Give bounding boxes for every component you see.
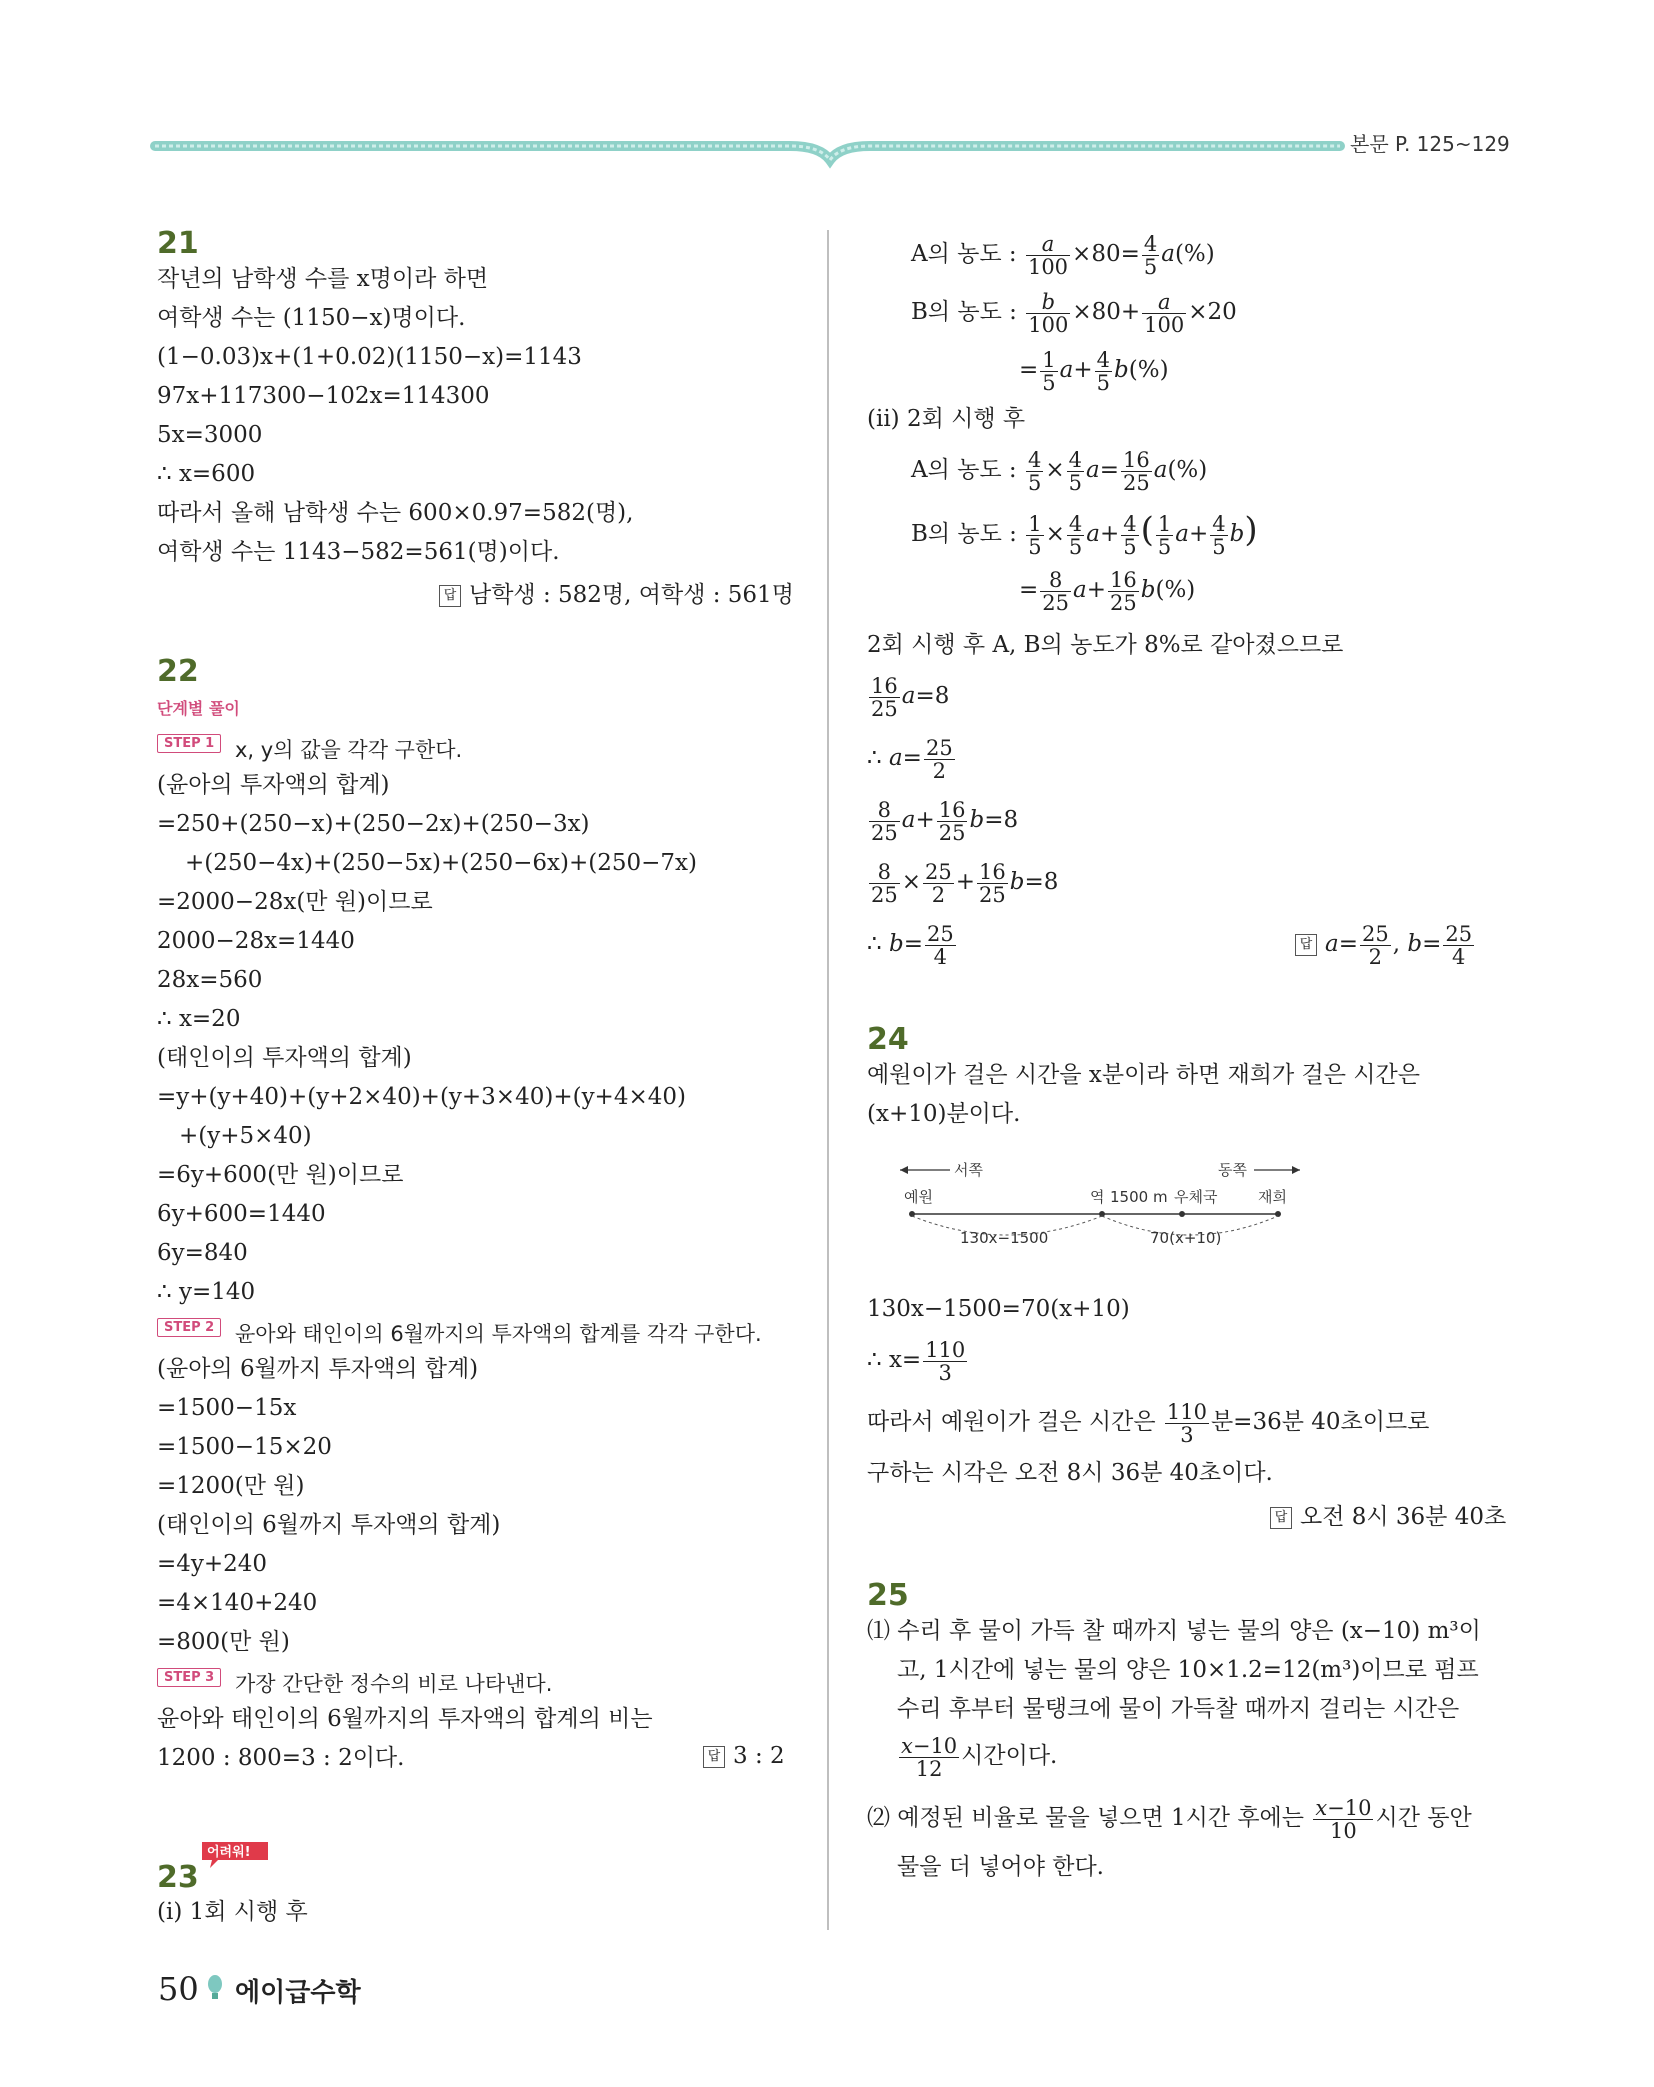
p24-answer-text: 오전 8시 36분 40초 — [1300, 1504, 1507, 1530]
right-expr-label: 70(x+10) — [1150, 1229, 1222, 1247]
p21-line-1: 작년의 남학생 수를 x명이라 하면 — [157, 266, 489, 292]
distance-label: 1500 m — [1110, 1188, 1168, 1206]
p24-answer — [1270, 1498, 1506, 1531]
p23-eq-5: ∴ b= $\frac{25}{4}$ — [867, 921, 954, 969]
p23-line-ii: (ii) 2회 시행 후 — [867, 406, 1026, 432]
answer-mark: 답 — [439, 585, 461, 607]
step-3-badge: STEP 3 — [157, 1668, 221, 1687]
p21-line-5: 5x=3000 — [157, 422, 263, 448]
p22-line-17: =1500−15×20 — [157, 1434, 332, 1460]
p23-a-conc-2: A의 농도 : $\frac{4}{5}$ × $\frac{4}{5}$ a= $\frac{16}{25}$ a(%) — [911, 447, 1208, 495]
p25-line-1: ⑴ 수리 후 물이 가득 찰 때까지 넣는 물의 양은 (x−10) m³이 — [867, 1618, 1481, 1644]
problem-number-21: 21 — [157, 226, 199, 261]
lightbulb-icon — [205, 1974, 225, 2008]
p23-eq-4: $\frac{8}{25}$ × $\frac{25}{2}$ + $\frac{16}{25}$ b=8 — [871, 859, 1059, 907]
post-office-label: 우체국 — [1174, 1188, 1218, 1206]
p22-line-1: (윤아의 투자액의 합계) — [157, 772, 390, 798]
p25-line-4: $\frac{x-10}{12}$ 시간이다. — [901, 1733, 1058, 1781]
p23-eq-3: $\frac{8}{25}$ a+ $\frac{16}{25}$ b=8 — [871, 797, 1019, 845]
p24-eq-1: 130x−1500=70(x+10) — [867, 1296, 1130, 1322]
p23-same-line: 2회 시행 후 A, B의 농도가 8%로 같아졌으므로 — [867, 632, 1344, 658]
column-divider — [827, 230, 829, 1930]
answer-mark: 답 — [1270, 1507, 1292, 1529]
p22-line-8: (태인이의 투자액의 합계) — [157, 1045, 412, 1071]
p22-line-15: (윤아의 6월까지 투자액의 합계) — [157, 1356, 479, 1382]
p21-line-3: (1−0.03)x+(1+0.02)(1150−x)=1143 — [157, 344, 582, 370]
p22-line-2: =250+(250−x)+(250−2x)+(250−3x) — [157, 811, 590, 837]
page-number: 50 — [158, 1970, 199, 2008]
problem-number-23: 23 — [157, 1860, 199, 1895]
p22-line-5: 2000−28x=1440 — [157, 928, 355, 954]
p22-line-14: ∴ y=140 — [157, 1279, 256, 1305]
brand-logo-text: 에이급수학 — [235, 1978, 361, 2008]
p22-line-22: =800(만 원) — [157, 1629, 290, 1655]
step-1-title: x, y의 값을 각각 구한다. — [235, 738, 463, 762]
p22-line-19: (태인이의 6월까지 투자액의 합계) — [157, 1512, 501, 1538]
p24-line-2: (x+10)분이다. — [867, 1101, 1021, 1127]
p22-line-11: =6y+600(만 원)이므로 — [157, 1162, 404, 1188]
p22-line-9: =y+(y+40)+(y+2×40)+(y+3×40)+(y+4×40) — [157, 1084, 686, 1110]
p23-line-i: (i) 1회 시행 후 — [157, 1899, 308, 1925]
p22-line-4: =2000−28x(만 원)이므로 — [157, 889, 433, 915]
p22-line-3: +(250−4x)+(250−5x)+(250−6x)+(250−7x) — [185, 850, 697, 876]
p21-line-2: 여학생 수는 (1150−x)명이다. — [157, 305, 466, 331]
method-label: 단계별 풀이 — [157, 699, 240, 718]
p23-eq-1: $\frac{16}{25}$ a=8 — [871, 673, 950, 721]
p23-a-conc-1: A의 농도 : $\frac{a}{100}$ ×80= $\frac{4}{5}$ a(%) — [911, 231, 1215, 279]
p21-answer-text: 남학생 : 582명, 여학생 : 561명 — [469, 582, 794, 608]
east-label: 동쪽 — [1218, 1161, 1247, 1179]
p22-line-13: 6y=840 — [157, 1240, 248, 1266]
west-label: 서쪽 — [954, 1161, 983, 1179]
distance-diagram — [890, 1150, 1310, 1260]
p24-line-1: 예원이가 걸은 시간을 x분이라 하면 재희가 걸은 시간은 — [867, 1062, 1420, 1088]
jaehee-label: 재희 — [1258, 1188, 1287, 1206]
p22-answer-text: 3 : 2 — [733, 1743, 785, 1769]
step-2-badge: STEP 2 — [157, 1318, 221, 1337]
problem-number-22: 22 — [157, 654, 199, 689]
page-reference: 본문 P. 125~129 — [1350, 132, 1510, 156]
station-label: 역 — [1090, 1188, 1105, 1206]
step-1-badge: STEP 1 — [157, 734, 221, 753]
p22-line-12: 6y+600=1440 — [157, 1201, 326, 1227]
p22-line-10: +(y+5×40) — [179, 1123, 312, 1149]
p22-line-16: =1500−15x — [157, 1395, 297, 1421]
p24-time-line: 따라서 예원이가 걸은 시간은 $\frac{110}{3}$ 분=36분 40초이므로 — [867, 1399, 1430, 1447]
p22-line-20: =4y+240 — [157, 1551, 268, 1577]
p24-result-line: 구하는 시각은 오전 8시 36분 40초이다. — [867, 1460, 1273, 1486]
p23-b-conc-1: B의 농도 : $\frac{b}{100}$ ×80+ $\frac{a}{100}$ ×20 — [911, 289, 1237, 337]
p22-line-24: 1200 : 800=3 : 2이다. — [157, 1745, 405, 1771]
p23-eq-2: ∴ a= $\frac{25}{2}$ — [867, 735, 953, 783]
step-2-title: 윤아와 태인이의 6월까지의 투자액의 합계를 각각 구한다. — [235, 1322, 762, 1346]
difficulty-text: 어려워! — [207, 1845, 251, 1860]
p21-line-6: ∴ x=600 — [157, 461, 256, 487]
p23-b-conc-1b: = $\frac{1}{5}$ a+ $\frac{4}{5}$ b(%) — [1019, 347, 1169, 395]
p21-line-7: 따라서 올해 남학생 수는 600×0.97=582(명), — [157, 500, 634, 526]
answer-mark: 답 — [703, 1746, 725, 1768]
p25-line-2: 고, 1시간에 넣는 물의 양은 10×1.2=12(m³)이므로 펌프 — [897, 1657, 1479, 1683]
p25-line-5: ⑵ 예정된 비율로 물을 넣으면 1시간 후에는 $\frac{x-10}{10}$ 시간 동안 — [867, 1795, 1472, 1843]
problem-number-24: 24 — [867, 1022, 909, 1057]
p22-answer — [703, 1743, 785, 1769]
p22-line-21: =4×140+240 — [157, 1590, 318, 1616]
p24-eq-2: ∴ x= $\frac{110}{3}$ — [867, 1337, 966, 1385]
p22-line-23: 윤아와 태인이의 6월까지의 투자액의 합계의 비는 — [157, 1706, 653, 1732]
answer-mark: 답 — [1295, 934, 1317, 956]
p23-answer: 답 a= $\frac{25}{2}$ , b= $\frac{25}{4}$ — [1295, 920, 1476, 968]
step-3-title: 가장 간단한 정수의 비로 나타낸다. — [235, 1672, 553, 1696]
left-expr-label: 130x−1500 — [960, 1229, 1049, 1247]
problem-number-25: 25 — [867, 1578, 909, 1613]
difficulty-badge — [198, 1838, 276, 1872]
p23-b-conc-2: B의 농도 : $\frac{1}{5}$ × $\frac{4}{5}$ a+ $\frac{4}{5}$ ( $\frac{1}{5}$ a+ $\frac{4}{5}$ b) — [911, 510, 1258, 559]
p23-b-conc-2b: = $\frac{8}{25}$ a+ $\frac{16}{25}$ b(%) — [1019, 567, 1196, 615]
yewon-label: 예원 — [904, 1188, 933, 1206]
p25-line-3: 수리 후부터 물탱크에 물이 가득찰 때까지 걸리는 시간은 — [897, 1696, 1460, 1722]
p22-line-7: ∴ x=20 — [157, 1006, 241, 1032]
p21-line-8: 여학생 수는 1143−582=561(명)이다. — [157, 539, 560, 565]
p25-line-6: 물을 더 넣어야 한다. — [897, 1854, 1104, 1880]
p21-answer — [439, 576, 794, 609]
p22-line-18: =1200(만 원) — [157, 1473, 305, 1499]
p22-line-6: 28x=560 — [157, 967, 263, 993]
p21-line-4: 97x+117300−102x=114300 — [157, 383, 490, 409]
